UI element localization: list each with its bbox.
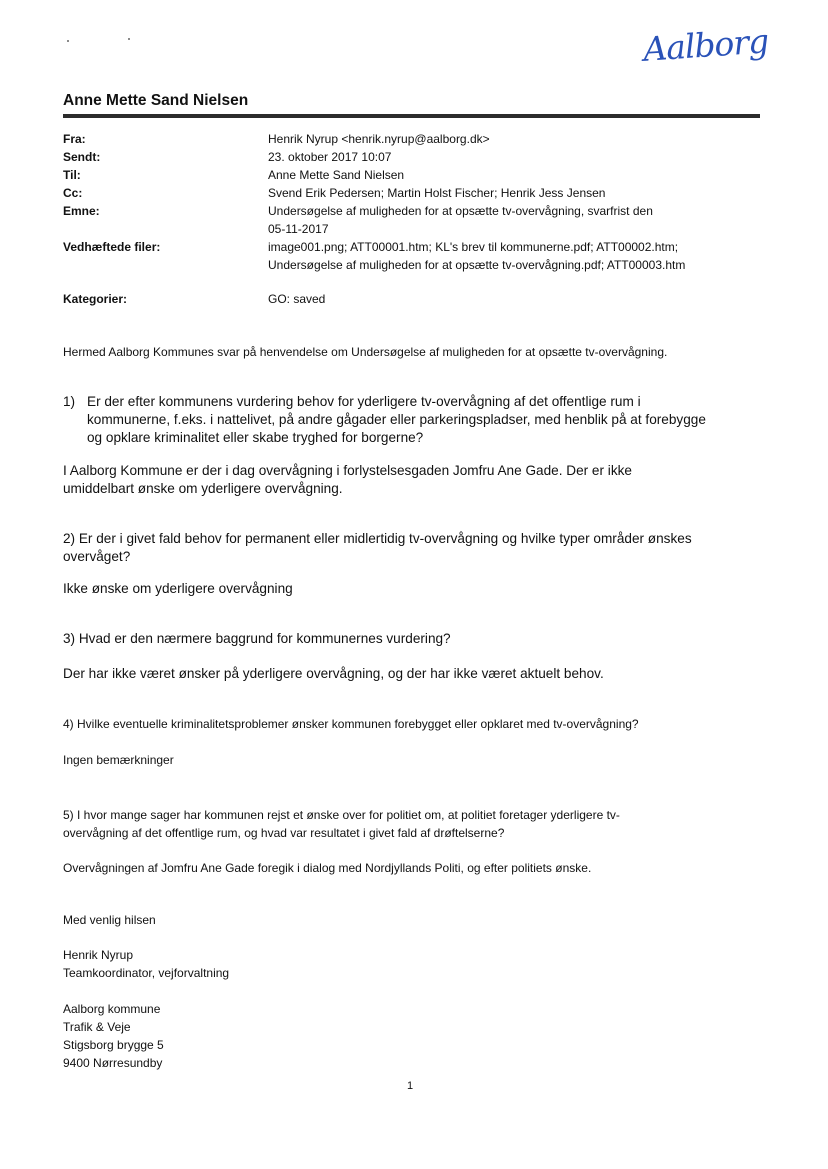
- cc-value: Svend Erik Pedersen; Martin Holst Fischer; Henrik Jess Jensen: [268, 186, 606, 200]
- from-value: Henrik Nyrup <henrik.nyrup@aalborg.dk>: [268, 132, 490, 146]
- question-3: 3) Hvad er den nærmere baggrund for kommunernes vurdering?: [63, 631, 451, 646]
- subject-label: Emne:: [63, 204, 100, 218]
- attachments-value-line2: Undersøgelse af muligheden for at opsætte tv-overvågning.pdf; ATT00003.htm: [268, 258, 686, 272]
- signature-street: Stigsborg brygge 5: [63, 1038, 164, 1052]
- attachments-label: Vedhæftede filer:: [63, 240, 161, 254]
- question-1-line2: kommunerne, f.eks. i nattelivet, på andre gågader eller parkeringspladser, med henblik på at forebygge: [87, 412, 706, 427]
- question-5-line1: 5) I hvor mange sager har kommunen rejst et ønske over for politiet om, at politiet foretager yderligere tv-: [63, 808, 620, 822]
- categories-value: GO: saved: [268, 292, 326, 306]
- subject-value-line1: Undersøgelse af muligheden for at opsætte tv-overvågning, svarfrist den: [268, 204, 653, 218]
- question-1-line1: Er der efter kommunens vurdering behov for yderligere tv-overvågning af det offentlige rum i: [87, 394, 641, 409]
- signature-city: 9400 Nørresundby: [63, 1056, 163, 1070]
- page-number: 1: [407, 1080, 414, 1092]
- question-4: 4) Hvilke eventuelle kriminalitetsproblemer ønsker kommunen forebygget eller opklaret med tv-overvågning?: [63, 717, 639, 731]
- answer-5: Overvågningen af Jomfru Ane Gade foregik i dialog med Nordjyllands Politi, og efter politiets ønske.: [63, 861, 592, 875]
- answer-4: Ingen bemærkninger: [63, 753, 174, 767]
- scan-speck: [128, 38, 130, 40]
- question-2-line1: 2) Er der i givet fald behov for permanent eller midlertidig tv-overvågning og hvilke typer områder ønskes: [63, 531, 692, 546]
- to-value: Anne Mette Sand Nielsen: [268, 168, 405, 182]
- answer-3: Der har ikke været ønsker på yderligere overvågning, og der har ikke været aktuelt behov.: [63, 666, 604, 681]
- sent-value: 23. oktober 2017 10:07: [268, 150, 392, 164]
- title-divider: [63, 114, 760, 118]
- subject-value-line2: 05-11-2017: [268, 222, 329, 236]
- to-label: Til:: [63, 168, 81, 182]
- question-2-line2: overvåget?: [63, 549, 131, 564]
- answer-2: Ikke ønske om yderligere overvågning: [63, 581, 293, 596]
- closing-greeting: Med venlig hilsen: [63, 913, 156, 927]
- intro-paragraph: Hermed Aalborg Kommunes svar på henvendelse om Undersøgelse af muligheden for at opsætte tv-overvågning.: [63, 345, 668, 359]
- signature-name: Henrik Nyrup: [63, 948, 134, 962]
- cc-label: Cc:: [63, 186, 83, 200]
- signature-organization: Aalborg kommune: [63, 1002, 161, 1016]
- categories-label: Kategorier:: [63, 292, 128, 306]
- signature-department: Trafik & Veje: [63, 1020, 131, 1034]
- scan-speck: [67, 40, 69, 42]
- answer-1-line1: I Aalborg Kommune er der i dag overvågning i forlystelsesgaden Jomfru Ane Gade. Der er ikke: [63, 463, 632, 478]
- from-label: Fra:: [63, 132, 86, 146]
- aalborg-logo: Aalborg: [642, 21, 770, 69]
- sent-label: Sendt:: [63, 150, 101, 164]
- attachments-value-line1: image001.png; ATT00001.htm; KL's brev til kommunerne.pdf; ATT00002.htm;: [268, 240, 679, 254]
- question-1-line3: og opklare kriminalitet eller skabe tryghed for borgerne?: [87, 430, 424, 445]
- answer-1-line2: umiddelbart ønske om yderligere overvågning.: [63, 481, 343, 496]
- mailbox-owner-title: Anne Mette Sand Nielsen: [63, 92, 249, 109]
- signature-role: Teamkoordinator, vejforvaltning: [63, 966, 230, 980]
- question-1-number: 1): [63, 394, 76, 409]
- question-5-line2: overvågning af det offentlige rum, og hvad var resultatet i givet fald af drøftelserne?: [63, 826, 505, 840]
